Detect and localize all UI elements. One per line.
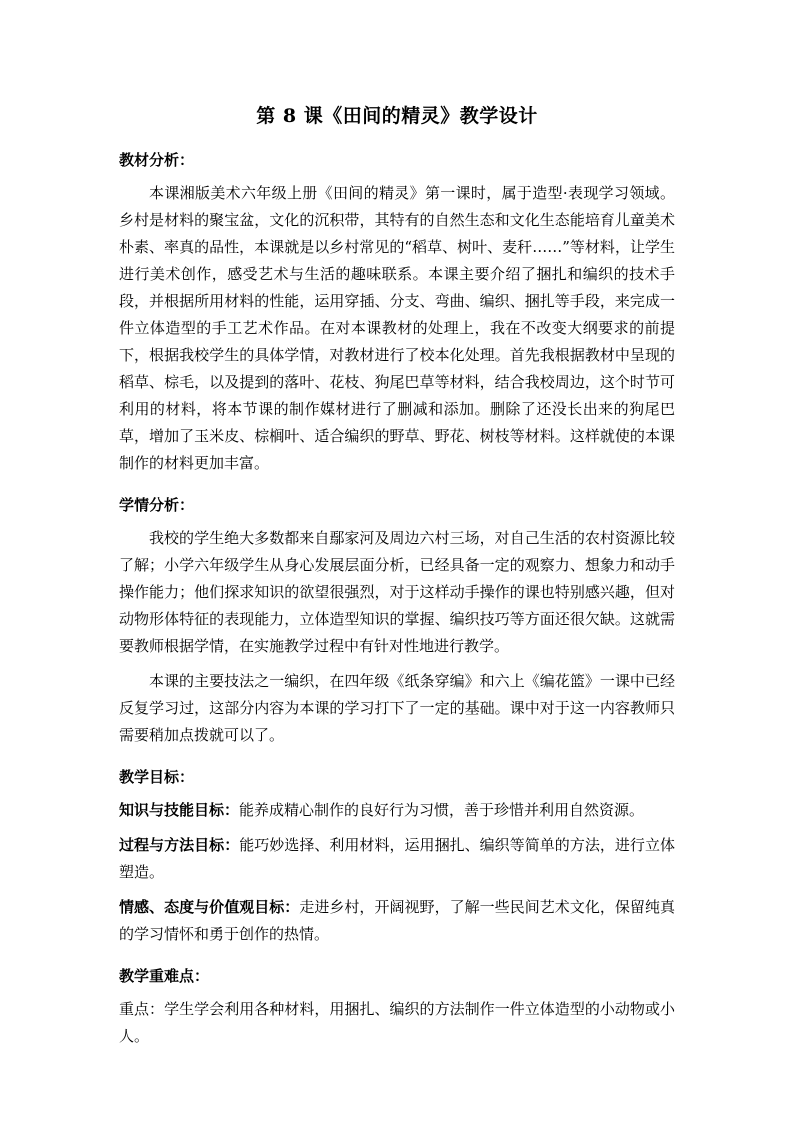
knowledge-goal-text: 能养成精心制作的良好行为习惯，善于珍惜并利用自然资源。: [239, 801, 645, 819]
document-page: [119, 100, 675, 1058]
section-heading-student-analysis: 学情分析：: [119, 496, 195, 514]
student-analysis-paragraph-2: 本课的主要技法之一编织，在四年级《纸条穿编》和六上《编花篮》一课中已经反复学习过，这部分内容为本课的学习打下了一定的基础。课中对于这一内容教师只需要稍加点拨就可以了。: [119, 672, 675, 744]
student-analysis-paragraph-1: 我校的学生绝大多数都来自鄢家河及周边六村三场，对自己生活的农村资源比较了解；小学六年级学生从身心发展层面分析，已经具备一定的观察力、想象力和动手操作能力；他们探求知识的欲望很强烈，对于这样动手操作的课也特别感兴趣，但对动物形体特征的表现能力，立体造型知识的掌握、编织技巧等方面还很欠缺。这就需要教师根据学情，在实施教学过程中有针对性地进行教学。: [119, 529, 675, 655]
knowledge-goal-label: 知识与技能目标：: [119, 801, 240, 819]
process-goal-text: 能巧妙选择、利用材料，运用捆扎、编织等简单的方法，进行立体塑造。: [119, 836, 675, 881]
emotion-goal-label: 情感、态度与价值观目标：: [119, 898, 300, 916]
key-point-focus-text: 学生学会利用各种材料，用捆扎、编织的方法制作一件立体造型的小动物或小人。: [119, 1000, 675, 1045]
process-goal: [119, 832, 675, 886]
emotion-goal: [119, 894, 675, 948]
section-heading-key-points: 教学重难点：: [119, 967, 210, 985]
key-point-focus-label: 重点：: [119, 1000, 165, 1018]
knowledge-goal: [119, 797, 675, 824]
document-title: 第 8 课《田间的精灵》教学设计: [256, 105, 538, 127]
section-heading-teaching-goals: 教学目标：: [119, 768, 195, 786]
emotion-goal-text: 走进乡村，开阔视野，了解一些民间艺术文化，保留纯真的学习情怀和勇于创作的热情。: [119, 898, 675, 943]
section-heading-material-analysis: 教材分析：: [119, 151, 195, 169]
material-analysis-paragraph: 本课湘版美术六年级上册《田间的精灵》第一课时，属于造型·表现学习领域。乡村是材料的聚宝盆，文化的沉积带，其特有的自然生态和文化生态能培育儿童美术朴素、率真的品性，本课就是以乡村常见的“稻草、树叶、麦秆……”等材料，让学生进行美术创作，感受艺术与生活的趣味联系。本课主要介绍了捆扎和编织的技术手段，并根据所用材料的性能，运用穿插、分支、弯曲、编织、捆扎等手段，来完成一件立体造型的手工艺术作品。在对本课教材的处理上，我在不改变大纲要求的前提下，根据我校学生的具体学情，对教材进行了校本化处理。首先我根据教材中呈现的稻草、棕毛，以及提到的落叶、花枝、狗尾巴草等材料，结合我校周边，这个时节可利用的材料，将本节课的制作媒材进行了删减和添加。删除了还没长出来的狗尾巴草，增加了玉米皮、棕榈叶、适合编织的野草、野花、树枝等材料。这样就使的本课制作的材料更加丰富。: [119, 184, 675, 472]
key-point-focus: [119, 996, 675, 1050]
process-goal-label: 过程与方法目标：: [119, 836, 240, 854]
